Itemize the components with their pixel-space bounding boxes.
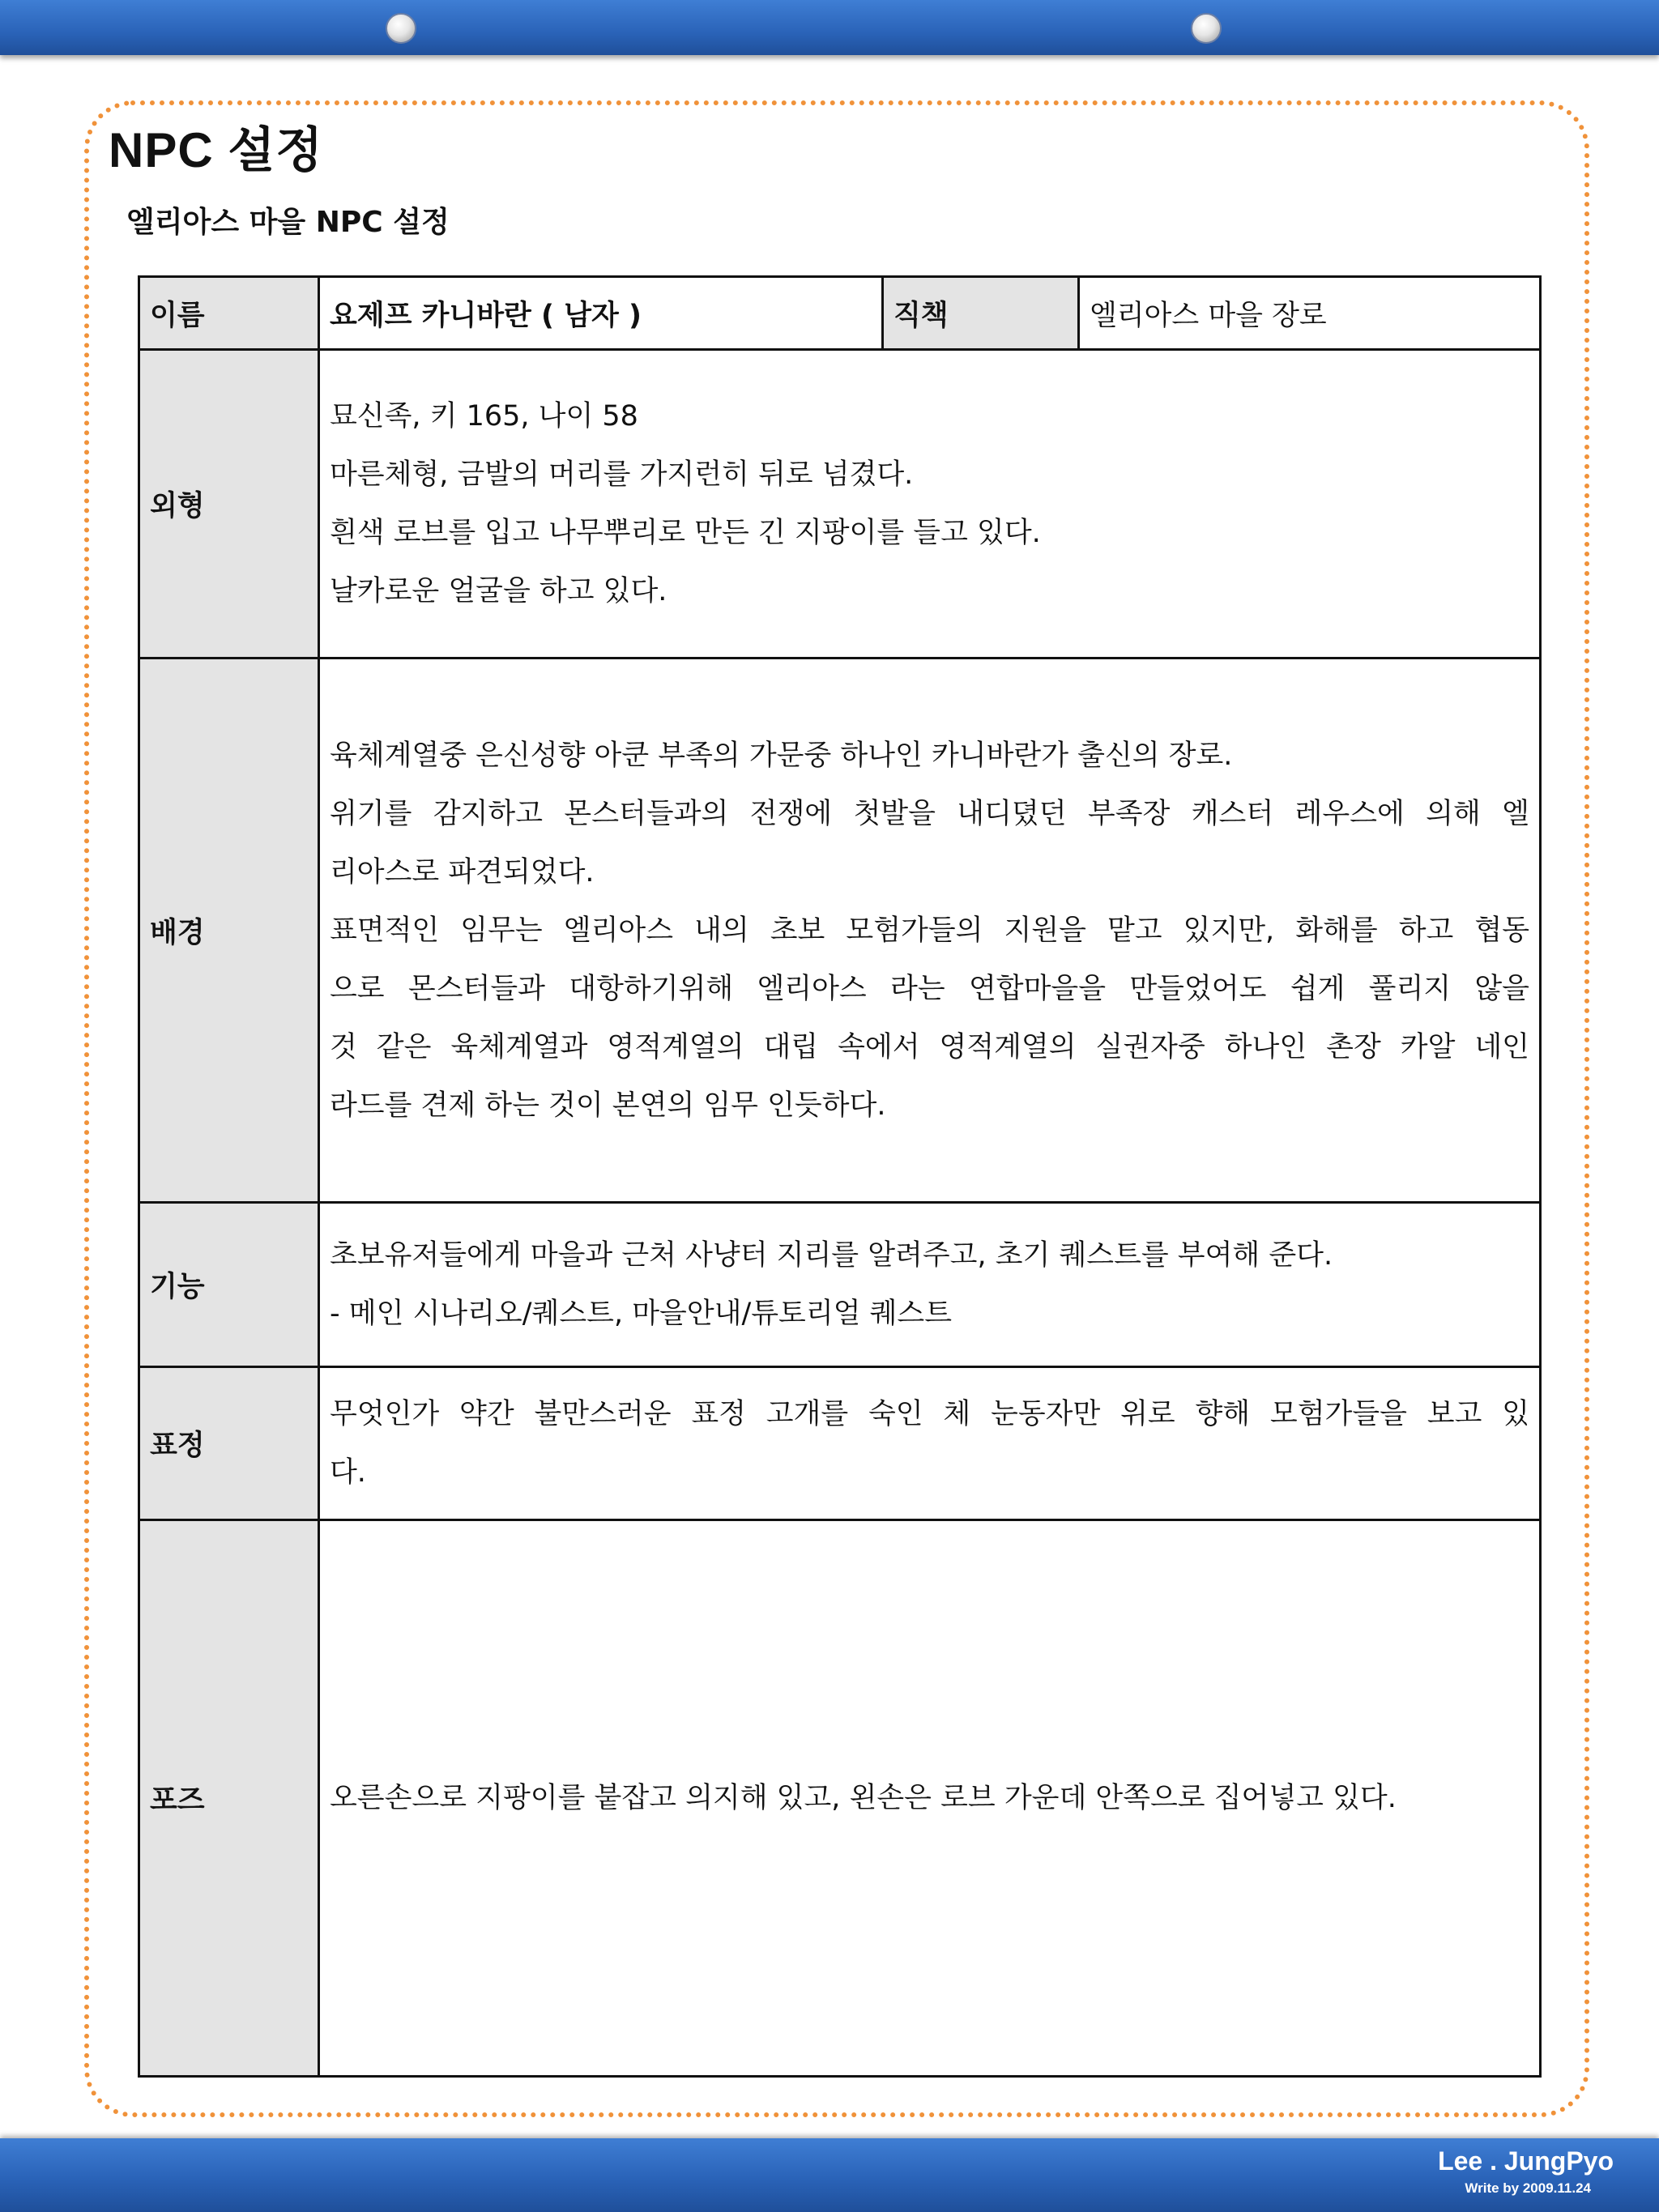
function-content [319,1203,1541,1367]
pose-line: 오른손으로 지팡이를 붙잡고 의지해 있고, 왼손은 로브 가운데 안쪽으로 집어넣고 있다. [330,1782,1397,1814]
top-binder-bar [0,0,1659,55]
appearance-line: 흰색 로브를 입고 나무뿌리로 만든 긴 지팡이를 들고 있다. [330,517,1041,549]
expression-line: 다. [330,1456,366,1489]
binder-hole-icon [386,13,416,44]
background-line: 위기를 감지하고 몬스터들과의 전쟁에 첫발을 내디뎠던 부족장 캐스터 레우스에 의해 엘 [330,797,1529,830]
function-line: - 메인 시나리오/퀘스트, 마을안내/튜토리얼 퀘스트 [330,1298,953,1330]
expression-line: 무엇인가 약간 불만스러운 표정 고개를 숙인 체 눈동자만 위로 향해 모험가들을 보고 있 [330,1398,1529,1430]
background-line: 것 같은 육체계열과 영적계열의 대립 속에서 영적계열의 실권자중 하나인 촌장 카알 네인 [330,1030,1529,1063]
appearance-row [139,350,1541,658]
function-line: 초보유저들에게 마을과 근처 사냥터 지리를 알려주고, 초기 퀘스트를 부여해 준다. [330,1239,1333,1272]
appearance-line: 마른체형, 금발의 머리를 가지런히 뒤로 넘겼다. [330,458,914,491]
pose-row [139,1520,1541,2077]
name-row [139,277,1541,350]
role-value: 엘리아스 마을 장로 [1079,277,1541,350]
background-content [319,658,1541,1203]
expression-content [319,1367,1541,1520]
pose-content [319,1520,1541,2077]
background-line: 으로 몬스터들과 대항하기위해 엘리아스 라는 연합마을을 만들었어도 쉽게 풀리지 않을 [330,972,1529,1005]
binder-hole-icon [1191,13,1222,44]
background-label: 배경 [139,658,319,1203]
npc-table [138,275,1542,2078]
name-value: 요제프 카니바란 ( 남자 ) [319,277,883,350]
bottom-footer-bar [0,2138,1659,2212]
pose-label: 포즈 [139,1520,319,2077]
appearance-content [319,350,1541,658]
background-line: 육체계열중 은신성향 아쿤 부족의 가문중 하나인 카니바란가 출신의 장로. [330,739,1233,772]
background-row [139,658,1541,1203]
author-name: Lee . JungPyo [1438,2146,1614,2176]
function-label: 기능 [139,1203,319,1367]
background-line: 리아스로 파견되었다. [330,855,595,889]
page-title: NPC 설정 [109,123,324,177]
section-subtitle: 엘리아스 마을 NPC 설정 [126,206,450,239]
background-line: 표면적인 임무는 엘리아스 내의 초보 모험가들의 지원을 맡고 있지만, 화해를 하고 협동 [330,914,1529,947]
name-label: 이름 [139,277,319,350]
write-date: Write by 2009.11.24 [1465,2180,1591,2196]
function-row [139,1203,1541,1367]
role-label: 직책 [883,277,1079,350]
expression-row [139,1367,1541,1520]
expression-label: 표정 [139,1367,319,1520]
appearance-label: 외형 [139,350,319,658]
appearance-line: 날카로운 얼굴을 하고 있다. [330,575,667,607]
background-line: 라드를 견제 하는 것이 본연의 임무 인듯하다. [330,1089,886,1122]
appearance-line: 묘신족, 키 165, 나이 58 [330,400,638,433]
